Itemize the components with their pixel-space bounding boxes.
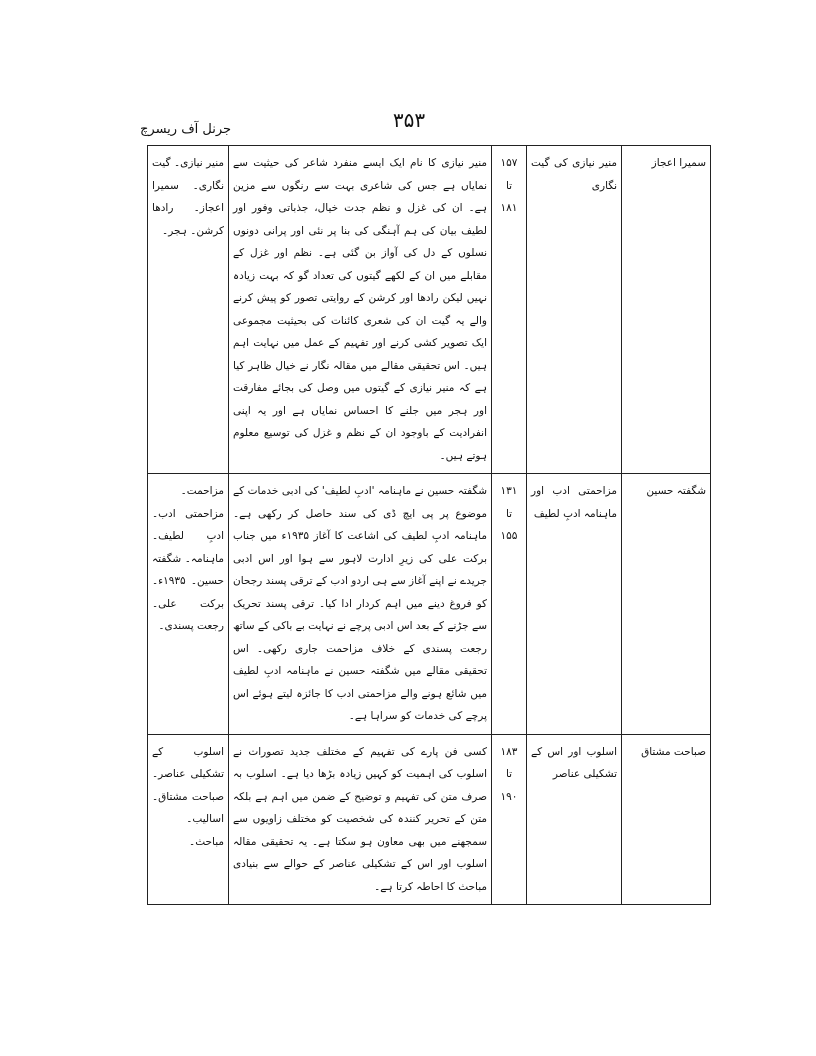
article-title-cell: اسلوب اور اس کے تشکیلی عناصر	[527, 734, 622, 905]
author-cell: صباحت مشتاق	[622, 734, 711, 905]
abstract-cell: کسی فن پارے کی تفہیم کے مختلف جدید تصورات نے اسلوب کی اہمیت کو کہیں زیادہ بڑھا دیا ہے۔ اسلوب بہ صرف متن کی تفہیم و توضیح کے ضمن میں اہم ہے بلکہ متن کے تحریر کنندہ کی شخصیت کو مختلف زاویوں سے سمجھنے میں بھی معاون ہو سکتا ہے۔ یہ تحقیقی مقالہ اسلوب اور اس کے تشکیلی عناصر کے حوالے سے بنیادی مباحث کا احاطہ کرتا ہے۔	[229, 734, 492, 905]
page-start: ۱۳۱	[500, 485, 518, 497]
page-range-cell	[492, 734, 527, 905]
table-row	[148, 146, 711, 474]
page-end: ۱۸۱	[500, 202, 518, 214]
article-index-table	[147, 145, 711, 905]
page-range-cell	[492, 146, 527, 474]
abstract-cell: منیر نیازی کا نام ایک ایسے منفرد شاعر کی حیثیت سے نمایاں ہے جس کی شاعری بہت سے رنگوں سے مزین ہے۔ ان کی غزل و نظم جدت خیال، جذباتی وفور اور لطیف بیان کی ہم آہنگی کی بنا پر نئی اور پرانی دونوں نسلوں کے دل کی آواز بن گئی ہے۔ نظم اور غزل کے مقابلے میں ان کے لکھے گیتوں کی تعداد گو کہ بہت زیادہ نہیں لیکن رادھا اور کرشن کے روایتی تصور کو پیش کرنے والے یہ گیت ان کی شعری کائنات کی بحیثیت مجموعی ایک تصویر کشی کرنے اور تفہیم کے عمل میں نہایت اہم ہیں۔ اس تحقیقی مقالے میں مقالہ نگار نے خیال ظاہر کیا ہے کہ منیر نیازی کے گیتوں میں وصل کی بجائے مفارقت اور ہجر میں جلنے کا احساس نمایاں ہے اور یہ اپنی انفرادیت کے باوجود ان کے نظم و غزل کی توسیع معلوم ہوتے ہیں۔	[229, 146, 492, 474]
keywords-cell: مزاحمت۔ مزاحمتی ادب۔ ادبِ لطیف۔ ماہنامہ۔ شگفتہ حسین۔ ۱۹۳۵ء۔ برکت علی۔ رجعت پسندی۔	[148, 474, 229, 735]
page-start: ۱۵۷	[500, 157, 518, 169]
article-title-cell: منیر نیازی کی گیت نگاری	[527, 146, 622, 474]
page-end: ۱۵۵	[500, 530, 518, 542]
page-separator: تا	[505, 179, 513, 192]
page-start: ۱۸۳	[500, 745, 518, 758]
table-row	[148, 734, 711, 905]
page-range-cell	[492, 474, 527, 735]
page-separator: تا	[505, 768, 513, 780]
keywords-cell: اسلوب کے تشکیلی عناصر۔ صباحت مشتاق۔ اسالیب۔ مباحث۔	[148, 734, 229, 905]
abstract-cell: شگفتہ حسین نے ماہنامہ 'ادبِ لطیف' کی ادبی خدمات کے موضوع پر پی ایچ ڈی کی سند حاصل کر رکھی ہے۔ ماہنامہ ادبِ لطیف کی اشاعت کا آغاز ۱۹۳۵ء میں جناب برکت علی کی زیرِ ادارت لاہور سے ہوا اور اس ادبی جریدے نے اپنے آغاز سے ہی اردو ادب کے ترقی پسند رجحان کو فروغ دینے میں اہم کردار ادا کیا۔ ترقی پسند تحریک سے جڑنے کے بعد اس ادبی پرچے نے نہایت بے باکی کے ساتھ رجعت پسندی کے خلاف مزاحمت جاری رکھی۔ اس تحقیقی مقالے میں شگفتہ حسین نے ماہنامہ ادبِ لطیف میں شائع ہونے والے مزاحمتی ادب کا جائزہ لیتے ہوئے اس پرچے کی خدمات کو سراہا ہے۔	[229, 474, 492, 735]
page-number: ۳۵۳	[392, 108, 426, 132]
keywords-cell: منیر نیازی۔ گیت نگاری۔ سمیرا اعجاز۔ رادھا کرشن۔ ہجر۔	[148, 146, 229, 474]
author-cell: شگفتہ حسین	[622, 474, 711, 735]
author-cell: سمیرا اعجاز	[622, 146, 711, 474]
table-row	[148, 474, 711, 735]
page-end: ۱۹۰	[500, 790, 518, 803]
page-separator: تا	[505, 507, 513, 520]
running-header-journal-title: جرنل آف ریسرچ	[140, 122, 232, 137]
article-title-cell: مزاحمتی ادب اور ماہنامہ ادبِ لطیف	[527, 474, 622, 735]
